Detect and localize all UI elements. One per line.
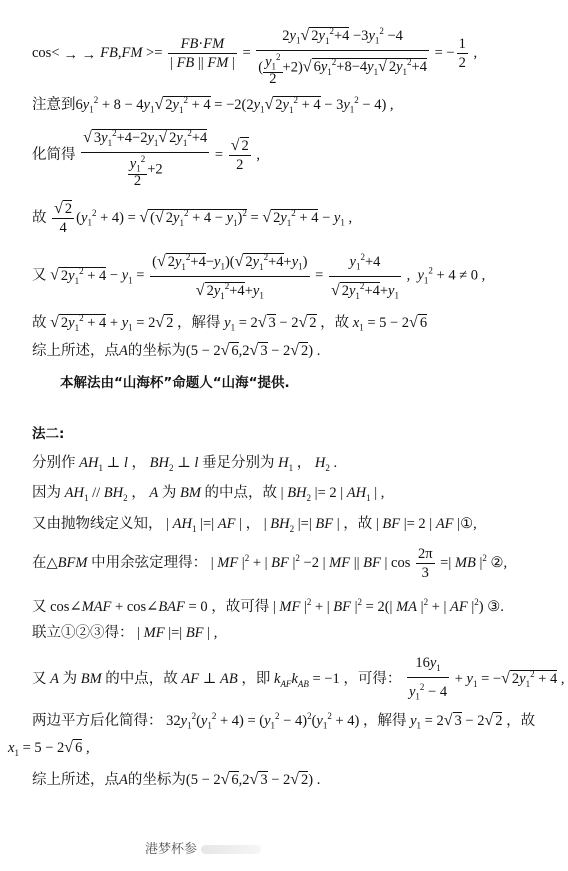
method-two-line-9: $x_1 = 5 - 2√$ 6 , — [8, 739, 90, 758]
method-two-line-2: 因为 $AH_1 // BH_2$ ， A 为 BM 的中点，故 | $BH_2$ |= 2 | $AH_1$ | , — [32, 485, 385, 503]
footer-watermark-text: 港梦杯参 — [145, 842, 198, 857]
method-two-line-5: 又 cos∠MAF + cos∠BAF = 0 ，故可得 | MF $|^2$ + | BF $|^2 = 2(|$ MA $|^2$ + | AF $|^2$) ③. — [32, 597, 504, 615]
method-two-line-1: 分别作 $AH_1$ ⊥ l ， $BH_2$ ⊥ l 垂足分别为 $H_1$ ， $H_2$ . — [32, 455, 338, 473]
therefore-line-2: 故 √ $2y_1^2 + 4 + y_1 = 2√$ 2 ，解得 $y_1 = 2√$ 3 − 2√ 2 ，故 $x_1 = 5 - 2√$ 6 — [32, 313, 428, 333]
method-two-line-8: 两边平方后化简得： $32y_1^2(y_1^2 + 4) = (y_1^2 - 4)^2(y_1^2 + 4)$ ，解得 $y_1 = 2√$ 3 − 2√ 2 ，故 — [32, 711, 536, 731]
cos-equation-line: cos< → → FB,FM >= $\frac{FB\cdot FM}{| FB || FM |}$ = $2y_1√$ $2y_1^2+4 -3y_1^2 -4$ ( $\frac{y_1^2}{2}$ +2)√ $6y_1^2+8-4y_1√$ $2y_1^2+4$ = − $\frac{1}{2}$ , — [32, 22, 558, 72]
smear-mark — [201, 845, 261, 854]
method-two-line-3: 又由抛物线定义知， | $AH_1$ |=| AF | ， | $BH_2$ |=| BF | ，故 | BF |= 2 | AF |①, — [32, 516, 477, 534]
method-two-line-4: 在△BFM 中用余弦定理得： | MF $|^2$ + | BF $|^2 -2$ | MF || BF | cos $\frac{2\pi}{3}$ =| MB $|^2$ ②, — [32, 546, 508, 581]
therefore-line-1: 故 $\frac{√ 2}{4}$ $(y_1^2 + 4)$ = √ (√ $2y_1^2 + 4 - y_1)^2$ = √ $2y_1^2 + 4 - y_1$ , — [32, 200, 353, 236]
summary-line-1: 综上所述，点A的坐标为(5 − 2√ 6,2√ 3 − 2√ 2) . — [32, 342, 321, 359]
simplify-line: 化简得 √ $3y_1^2+4-2y_1√$ $2y_1^2+4$ $\frac{y_1^2}{2}$ +2 = $\frac{√ 2}{2}$ , — [32, 124, 558, 180]
method-two-line-7: 又 A 为 BM 的中点，故 AF ⊥ AB ，即 $k_{AF}k_{AB} = -1$ ，可得： $\frac{16y_1}{y_1^2 - 4}$ + $y_1$ = −√ $2y_1^2 + 4$ , — [32, 655, 565, 702]
method-two-heading: 法二: — [32, 426, 65, 442]
summary-line-2: 综上所述，点A的坐标为(5 − 2√ 6,2√ 3 − 2√ 2) . — [32, 771, 321, 788]
footer-watermark — [145, 840, 558, 860]
credit-line: 本解法由“山海杯”命题人“山海“提供. — [60, 375, 290, 391]
method-two-line-6: 联立①②③得： | MF |=| BF | , — [32, 625, 218, 641]
note-line: 注意到$6y_1^2 + 8 - 4y_1√$ $2y_1^2 + 4 = -2(2y_1√$ $2y_1^2 + 4 - 3y_1^2 - 4$) , — [32, 95, 394, 115]
also-line-1: 又 √ $2y_1^2 + 4 - y_1$ = $\frac{(√ 2y_1^2+4-y_1)(√ 2y_1^2+4+y_1)}{√ 2y_1^2+4+y_1}$ = $\frac{y_1^2+4}{√ 2y_1^2+4+y_1}$ , $y_1^2 + 4 \ne 0$ , — [32, 248, 558, 290]
